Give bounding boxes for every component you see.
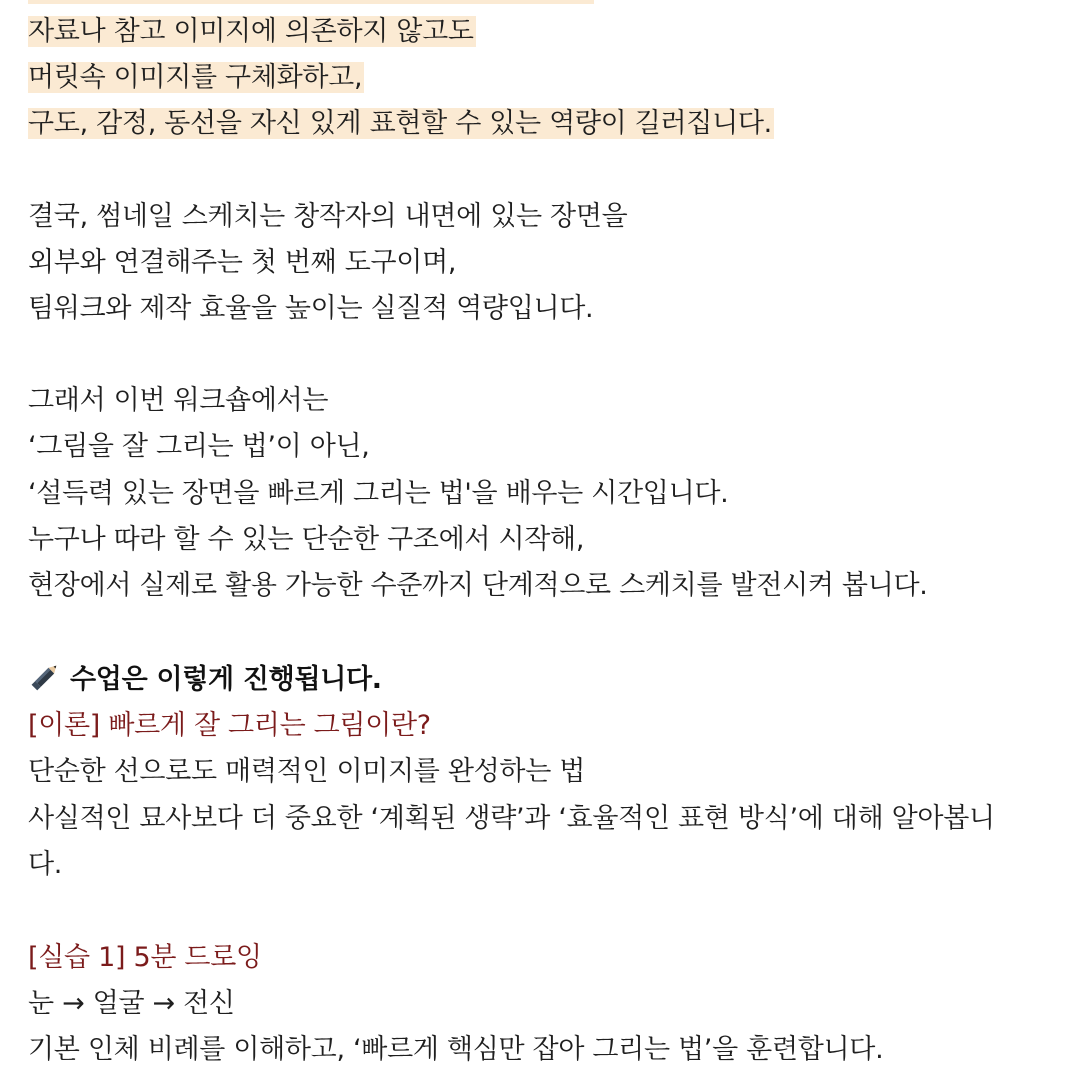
paragraph-line: ‘그림을 잘 그리는 법’이 아닌, [28,431,370,462]
paragraph-line: 다. [28,849,63,880]
practice1-title: [실습 1] 5분 드로잉 [28,942,262,973]
highlighted-line: 자료나 참고 이미지에 의존하지 않고도 [28,16,474,47]
paragraph-line: 눈 → 얼굴 → 전신 [28,988,235,1019]
paragraph-line: 팀워크와 제작 효율을 높이는 실질적 역량입니다. [28,293,594,324]
paragraph-line: 결국, 썸네일 스케치는 창작자의 내면에 있는 장면을 [28,201,628,232]
paragraph-line: ‘설득력 있는 장면을 빠르게 그리는 법'을 배우는 시간입니다. [28,478,729,509]
paragraph-line: 현장에서 실제로 활용 가능한 수준까지 단계적으로 스케치를 발전시켜 봅니다. [28,570,928,601]
highlight-strip [28,0,594,4]
paragraph-line: 외부와 연결해주는 첫 번째 도구이며, [28,247,457,278]
paragraph-line: 누구나 따라 할 수 있는 단순한 구조에서 시작해, [28,524,585,555]
pencil-icon [28,660,62,694]
highlighted-line: 구도, 감정, 동선을 자신 있게 표현할 수 있는 역량이 길러집니다. [28,108,772,139]
theory-title: [이론] 빠르게 잘 그리는 그림이란? [28,710,431,741]
section-heading-text: 수업은 이렇게 진행됩니다. [70,664,382,695]
paragraph-line: 그래서 이번 워크숍에서는 [28,385,329,416]
paragraph-line: 기본 인체 비례를 이해하고, ‘빠르게 핵심만 잡아 그리는 법’을 훈련합니다. [28,1034,884,1065]
paragraph-line: 단순한 선으로도 매력적인 이미지를 완성하는 법 [28,756,586,787]
highlighted-line: 머릿속 이미지를 구체화하고, [28,62,363,93]
paragraph-line: 사실적인 묘사보다 더 중요한 ‘계획된 생략’과 ‘효율적인 표현 방식’에 대해 알아봅니 [28,803,995,834]
section-heading [28,660,382,700]
